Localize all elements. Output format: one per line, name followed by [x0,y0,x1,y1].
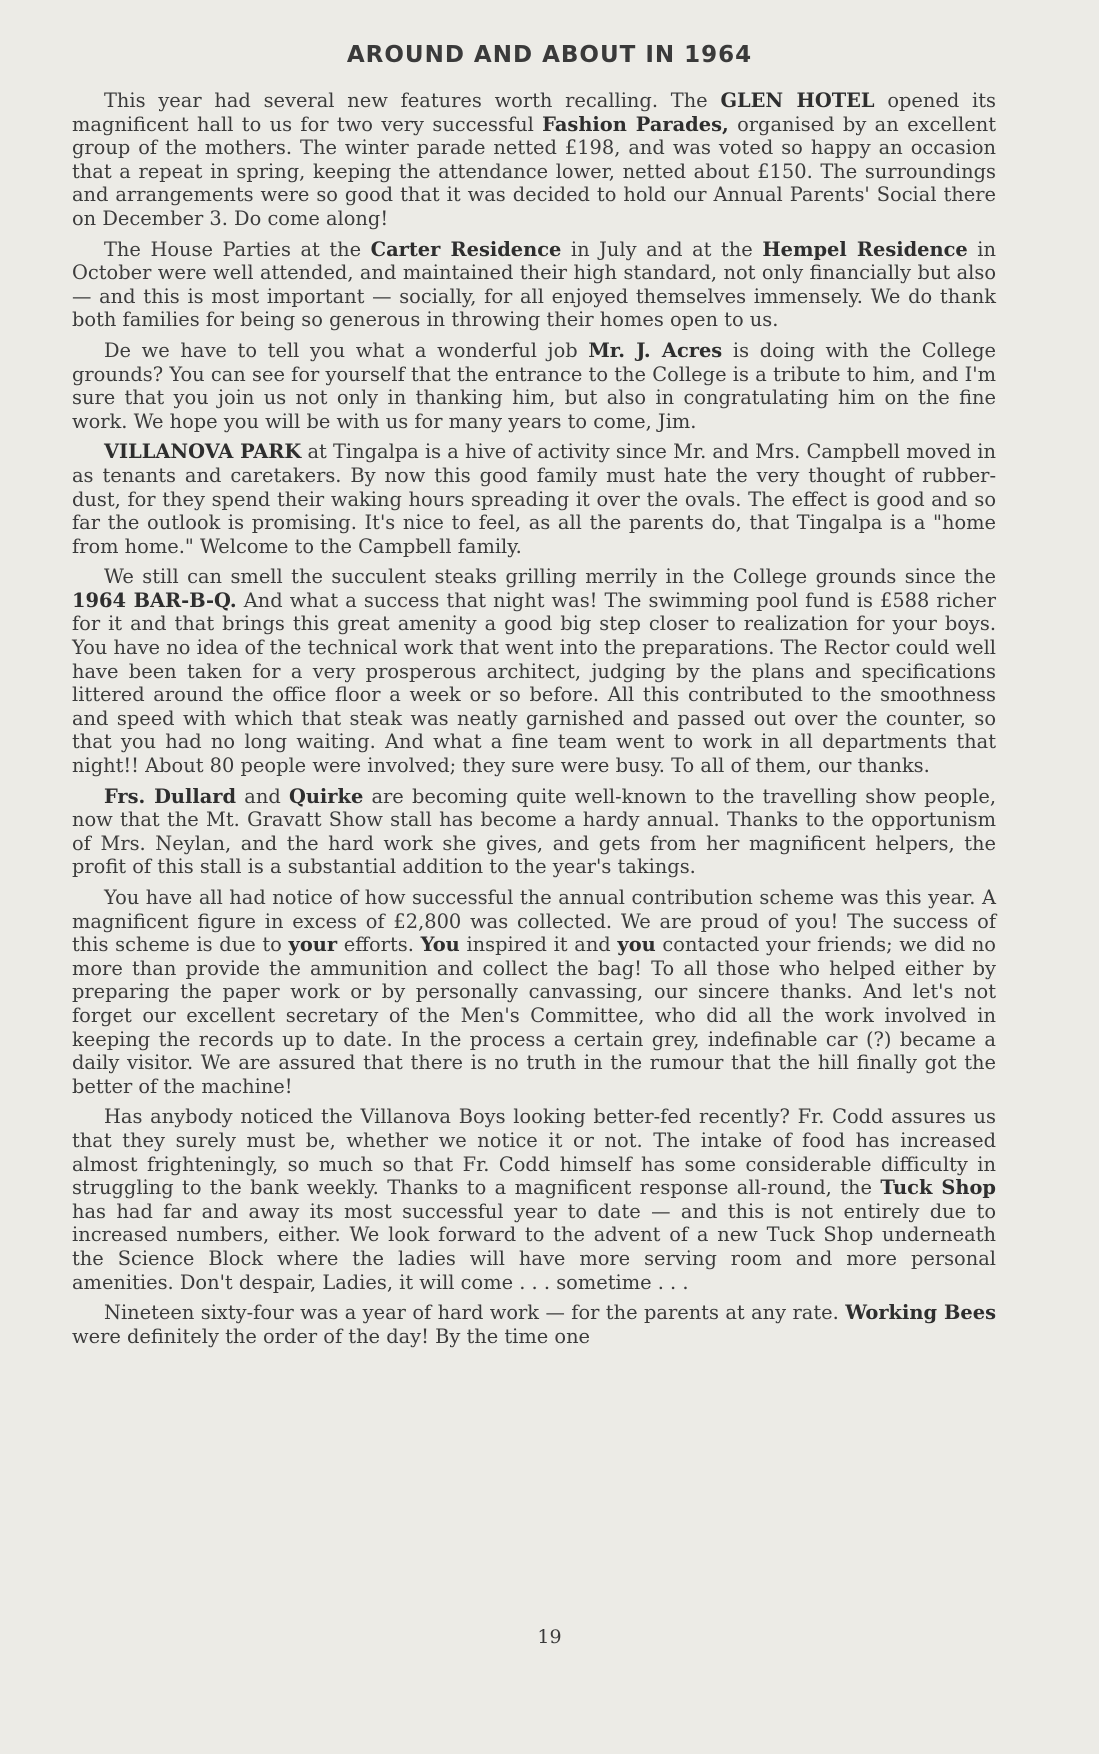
bold-text: Mr. J. Acres [588,338,723,362]
text-run: organised by an excellent group of the mothers. The winter parade netted £198, and was voted so happy an occasion that a repeat in spring, keeping the attendance lower, netted about £150. The surroundings and arrangements were so good that it was decided to hold our Annual Parents' Social there on December 3. Do come along! [72,112,996,230]
text-run: in October were well attended, and maintained their high standard, not only financially but also — and this is most important — socially, for all enjoyed themselves immensely. We do thank both families for being so generous in throwing their homes open to us. [72,237,996,332]
text-run: is doing with the College grounds? You can see for yourself that the entrance to the College is a tribute to him, and I'm sure that you join us not only in thanking him, but also in congratulating him on the fine work. We hope you will be with us for many years to come, Jim. [72,338,996,433]
paragraph [72,238,996,332]
text-run: in July and at the [561,237,763,261]
text-run: has had far and away its most successful year to date — and this is not entirely due to increased numbers, either. We look forward to the advent of a new Tuck Shop underneath the Science Block where the ladies will have more serving room and more personal amenities. Don't despair, Ladies, it will come . . . sometime . . . [72,1199,996,1294]
text-run: Nineteen sixty-four was a year of hard work — for the parents at any rate. [104,1301,846,1325]
text-run: and [236,784,289,808]
page-number: 19 [537,1626,562,1648]
bold-text: 1964 BAR-B-Q. [72,588,237,612]
paragraph [72,1301,996,1348]
text-run: are becoming quite well-known to the travelling show people, now that the Mt. Gravatt Show stall has become a hardy annual. Thanks to the opportunism of Mrs. Neylan, and the hard work she gives, and gets from her magnificent helpers, the profit of this stall is a substantial addition to the year's takings. [72,784,996,879]
text-run: inspired it and [459,933,618,957]
text-run: Has anybody noticed the Villanova Boys looking better-fed recently? Fr. Codd assures us that they surely must be, whether we notice it or not. The intake of food has increased almost frighteningly, so much so that Fr. Codd himself has some considerable difficulty in struggling to the bank weekly. Thanks to a magnificent response all-round, the [72,1105,996,1200]
text-run: efforts. [337,933,421,957]
text-run: opened its magnificent hall to us for two very successful [72,89,996,136]
paragraph [72,1105,996,1294]
bold-text: Fashion Parades, [542,112,729,136]
bold-text: Quirke [288,784,364,808]
text-run: You have all had notice of how successful the annual contribution scheme was this year. A magnificent figure in excess of £2,800 was collected. We are proud of you! The success of this scheme is due to [72,886,996,957]
bold-text: your [288,933,338,957]
bold-text: GLEN HOTEL [720,89,875,112]
page-title: AROUND AND ABOUT IN 1964 [346,42,753,68]
bold-text: Frs. Dullard [104,784,237,808]
bold-text: Carter Residence [370,237,562,261]
article-body [72,89,996,1355]
text-run: De we have to tell you what a wonderful job [104,338,589,362]
text-run: at Tingalpa is a hive of activity since Mr. and Mrs. Campbell moved in as tenants and caretakers. By now this good family must hate the very thought of rubber-dust, for they spend their waking hours spreading it over the ovals. The effect is good and so far the outlook is promising. It's nice to feel, as all the parents do, that Tingalpa is a "home from home." Welcome to the Campbell family. [72,440,996,558]
paragraph [72,565,996,777]
text-run: The House Parties at the [104,237,371,261]
bold-text: Hempel Residence [762,237,968,261]
bold-text: you [617,933,656,957]
text-run: And what a success that night was! The swimming pool fund is £588 richer for it and that brings this great amenity a good big step closer to realization for your boys. You have no idea of the technical work that went into the preparations. The Rector could well have been taken for a very prosperous architect, judging by the plans and specifications littered around the office floor a week or so before. All this contributed to the smoothness and speed with which that steak was neatly garnished and passed out over the counter, so that you had no long waiting. And what a fine team went to work in all departments that night!! About 80 people were involved; they sure were busy. To all of them, our thanks. [72,588,996,778]
text-run: We still can smell the succulent steaks grilling merrily in the College grounds since the [104,565,996,589]
text-run: were definitely the order of the day! By the time one [72,1324,591,1348]
bold-text: Tuck Shop [880,1176,996,1200]
paragraph [72,440,996,558]
bold-text: VILLANOVA PARK [104,440,302,464]
paragraph [72,89,996,231]
paragraph [72,339,996,433]
bold-text: You [420,933,460,957]
text-run: contacted your friends; we did no more than provide the ammunition and collect the bag! To all those who helped either by preparing the paper work or by personally canvassing, our sincere thanks. And let's not forget our excellent secretary of the Men's Committee, who did all the work involved in keeping the records up to date. In the process a certain grey, indefinable car (?) became a daily visitor. We are assured that there is no truth in the rumour that the hill finally got the better of the machine! [72,933,996,1098]
paragraph [72,785,996,879]
paragraph [72,886,996,1098]
bold-text: Working Bees [845,1301,996,1325]
text-run: This year had several new features worth recalling. The [104,89,721,112]
